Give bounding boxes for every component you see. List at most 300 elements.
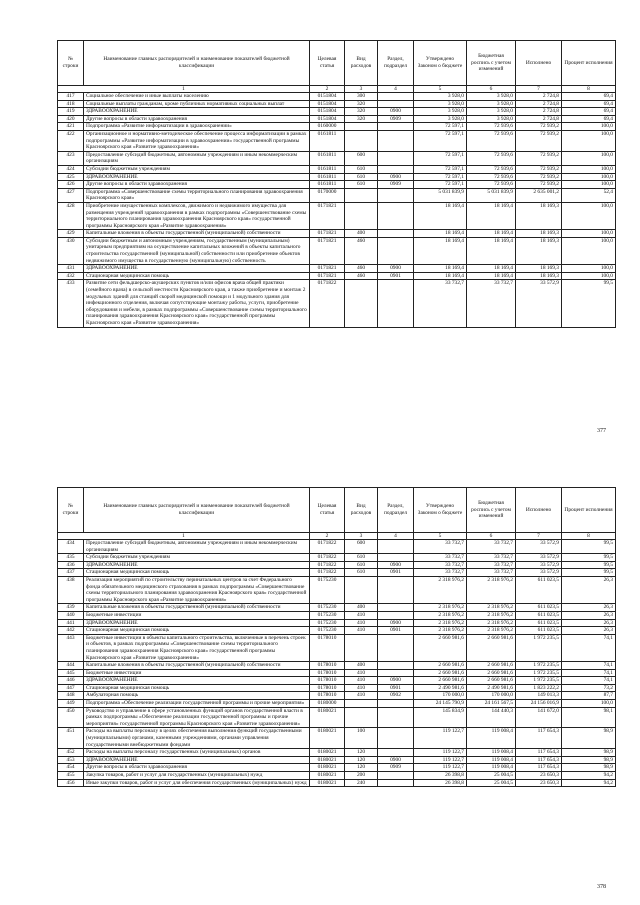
- column-number: 6: [467, 86, 516, 93]
- execution-percent: 87,7: [562, 692, 616, 700]
- approved-amount: 18 169,4: [414, 272, 467, 280]
- expense-type: 410: [345, 677, 378, 685]
- table-row: [58, 749, 616, 757]
- row-number: 441: [58, 619, 84, 627]
- table-row: [58, 692, 616, 700]
- target-article: 0151804: [310, 93, 345, 101]
- target-article: 0180021: [310, 772, 345, 780]
- executed-amount: 1 823 222,2: [516, 684, 562, 692]
- schedule-amount: 33 732,7: [467, 540, 516, 554]
- column-number: 7: [516, 86, 562, 93]
- execution-percent: 69,4: [562, 108, 616, 116]
- row-number: 455: [58, 772, 84, 780]
- row-number: 429: [58, 230, 84, 238]
- executed-amount: 18 169,3: [516, 272, 562, 280]
- execution-percent: 98,1: [562, 707, 616, 728]
- table-row: [58, 540, 616, 554]
- target-article: 0180000: [310, 700, 345, 708]
- expense-type: [345, 707, 378, 728]
- execution-percent: 94,2: [562, 772, 616, 780]
- expense-type: [345, 188, 378, 202]
- schedule-amount: 2 660 981,6: [467, 669, 516, 677]
- expense-type: 410: [345, 619, 378, 627]
- item-name: Стационарная медицинская помощь: [84, 627, 310, 635]
- schedule-amount: 2 660 981,6: [467, 662, 516, 670]
- table-row: [58, 669, 616, 677]
- approved-amount: 2 660 981,6: [414, 669, 467, 677]
- approved-amount: 119 122,7: [414, 764, 467, 772]
- item-name: Субсидии бюджетным учреждениям: [84, 554, 310, 562]
- executed-amount: 117 654,3: [516, 764, 562, 772]
- expense-type: 120: [345, 749, 378, 757]
- execution-percent: 100,0: [562, 181, 616, 189]
- table-row: [58, 237, 616, 264]
- row-number: 436: [58, 561, 84, 569]
- row-number: 431: [58, 265, 84, 273]
- execution-percent: 98,9: [562, 728, 616, 749]
- row-number: 435: [58, 554, 84, 562]
- execution-percent: 69,4: [562, 115, 616, 123]
- row-number: 451: [58, 728, 84, 749]
- section-code: [378, 707, 414, 728]
- item-name: Предоставление субсидий бюджетным, автономным учреждениям и иным некоммерческим организациям: [84, 540, 310, 554]
- expense-type: 610: [345, 181, 378, 189]
- item-name: ЗДРАВООХРАНЕНИЕ: [84, 265, 310, 273]
- execution-percent: 99,5: [562, 280, 616, 327]
- row-number: 426: [58, 181, 84, 189]
- target-article: 0178010: [310, 662, 345, 670]
- target-article: 0175230: [310, 611, 345, 619]
- expense-type: 460: [345, 265, 378, 273]
- header-row: [58, 488, 616, 533]
- expense-type: 410: [345, 627, 378, 635]
- execution-percent: 26,3: [562, 611, 616, 619]
- schedule-amount: 72 939,6: [467, 130, 516, 151]
- schedule-amount: 33 732,7: [467, 280, 516, 327]
- column-number: 8: [562, 86, 616, 93]
- row-number: 445: [58, 669, 84, 677]
- schedule-amount: 72 939,6: [467, 123, 516, 131]
- section-code: 0901: [378, 272, 414, 280]
- header-target-article: Целевая статья: [310, 41, 345, 86]
- approved-amount: 26 398,8: [414, 779, 467, 787]
- item-name: Другие вопросы в области здравоохранения: [84, 115, 310, 123]
- table-row: [58, 100, 616, 108]
- item-name: Реализация мероприятий по строительству перинатальных центров за счет Федерального фонда обязательного медицинского страхования в рамках подпрограммы «Совершенствование схемы территориального планирования здравоохранения Красноярского края» государственной программы Красноярского края «Развитие здравоохранения»: [84, 576, 310, 603]
- approved-amount: 33 732,7: [414, 561, 467, 569]
- section-code: [378, 540, 414, 554]
- column-number: 5: [414, 533, 467, 540]
- expense-type: 610: [345, 561, 378, 569]
- budget-table: [57, 487, 616, 787]
- target-article: 0171822: [310, 540, 345, 554]
- execution-percent: 26,3: [562, 604, 616, 612]
- row-number: 454: [58, 764, 84, 772]
- table-row: [58, 779, 616, 787]
- budget-table: [57, 40, 616, 328]
- item-name: Бюджетные инвестиции: [84, 611, 310, 619]
- item-name: Расходы на выплаты персоналу государственных (муниципальных) органов: [84, 749, 310, 757]
- section-code: [378, 749, 414, 757]
- approved-amount: 18 169,4: [414, 202, 467, 229]
- executed-amount: 18 169,3: [516, 202, 562, 229]
- approved-amount: 2 490 981,6: [414, 684, 467, 692]
- executed-amount: 611 023,5: [516, 576, 562, 603]
- schedule-amount: 2 660 981,6: [467, 634, 516, 661]
- item-name: Бюджетные инвестиции: [84, 669, 310, 677]
- executed-amount: 1 972 235,5: [516, 662, 562, 670]
- execution-percent: 99,5: [562, 540, 616, 554]
- header-row: [58, 41, 616, 86]
- row-number: 417: [58, 93, 84, 101]
- expense-type: 400: [345, 662, 378, 670]
- approved-amount: 18 169,4: [414, 237, 467, 264]
- item-name: ЗДРАВООХРАНЕНИЕ: [84, 677, 310, 685]
- table-row: [58, 627, 616, 635]
- approved-amount: 5 031 839,9: [414, 188, 467, 202]
- expense-type: [345, 130, 378, 151]
- row-number: 442: [58, 627, 84, 635]
- schedule-amount: 3 928,0: [467, 108, 516, 116]
- header-executed: Исполнено: [516, 41, 562, 86]
- column-number: 1: [58, 533, 310, 540]
- item-name: Стационарная медицинская помощь: [84, 569, 310, 577]
- target-article: 0161811: [310, 130, 345, 151]
- expense-type: 200: [345, 772, 378, 780]
- executed-amount: 33 572,9: [516, 540, 562, 554]
- executed-amount: 149 013,3: [516, 692, 562, 700]
- section-code: 0909: [378, 764, 414, 772]
- header-row-number: № строки: [58, 41, 84, 86]
- section-code: [378, 728, 414, 749]
- executed-amount: 2 724,8: [516, 115, 562, 123]
- section-code: 0901: [378, 569, 414, 577]
- header-row-number: № строки: [58, 488, 84, 533]
- approved-amount: 72 597,1: [414, 151, 467, 165]
- schedule-amount: 33 732,7: [467, 569, 516, 577]
- schedule-amount: 33 732,7: [467, 554, 516, 562]
- executed-amount: 72 939,2: [516, 181, 562, 189]
- item-name: Капитальные вложения в объекты государственной (муниципальной) собственности: [84, 604, 310, 612]
- expense-type: 410: [345, 669, 378, 677]
- header-budget-schedule: Бюджетная роспись с учетом изменений: [467, 488, 516, 533]
- column-number: 5: [414, 86, 467, 93]
- section-code: [378, 151, 414, 165]
- executed-amount: 2 724,8: [516, 100, 562, 108]
- approved-amount: 24 145 790,9: [414, 700, 467, 708]
- expense-type: 100: [345, 728, 378, 749]
- target-article: 0170000: [310, 188, 345, 202]
- approved-amount: 3 928,0: [414, 100, 467, 108]
- executed-amount: 2 724,8: [516, 108, 562, 116]
- table-row: [58, 173, 616, 181]
- header-approved: Утверждено Законом о бюджете: [414, 41, 467, 86]
- section-code: [378, 237, 414, 264]
- header-section: Раздел, подраздел: [378, 488, 414, 533]
- row-number: 456: [58, 779, 84, 787]
- column-number: 1: [58, 86, 310, 93]
- approved-amount: 119 122,7: [414, 756, 467, 764]
- execution-percent: 69,4: [562, 93, 616, 101]
- section-code: 0900: [378, 756, 414, 764]
- target-article: 0175230: [310, 619, 345, 627]
- schedule-amount: 2 318 976,2: [467, 604, 516, 612]
- target-article: 0171821: [310, 237, 345, 264]
- row-number: 424: [58, 165, 84, 173]
- approved-amount: 3 928,0: [414, 108, 467, 116]
- item-name: Предоставление субсидий бюджетным, автономным учреждениям и иным некоммерческим организациям: [84, 151, 310, 165]
- table-row: [58, 662, 616, 670]
- section-code: [378, 604, 414, 612]
- table-row: [58, 280, 616, 327]
- page-number: 377: [597, 428, 606, 434]
- execution-percent: 100,0: [562, 700, 616, 708]
- table-row: [58, 756, 616, 764]
- target-article: 0171822: [310, 569, 345, 577]
- section-code: [378, 554, 414, 562]
- row-number: 440: [58, 611, 84, 619]
- target-article: 0175230: [310, 576, 345, 603]
- item-name: Руководство и управление в сфере установленных функций органов государственной власти в рамках подпрограммы «Обеспечение реализации государственной программы и прочие мероприятия» государственной программы Красноярского края «Развитие здравоохранения»: [84, 707, 310, 728]
- executed-amount: 117 654,3: [516, 756, 562, 764]
- target-article: 0161811: [310, 181, 345, 189]
- header-name: Наименование главных распорядителей и наименование показателей бюджетной классификации: [84, 488, 310, 533]
- table-row: [58, 611, 616, 619]
- approved-amount: 3 928,0: [414, 115, 467, 123]
- executed-amount: 117 654,3: [516, 728, 562, 749]
- target-article: 0178010: [310, 684, 345, 692]
- table-row: [58, 700, 616, 708]
- column-number: 6: [467, 533, 516, 540]
- expense-type: 460: [345, 237, 378, 264]
- item-name: Подпрограмма «Совершенствование схемы территориального планирования здравоохранения Красноярского края»: [84, 188, 310, 202]
- expense-type: 610: [345, 173, 378, 181]
- expense-type: [345, 700, 378, 708]
- schedule-amount: 119 008,4: [467, 749, 516, 757]
- table-row: [58, 181, 616, 189]
- item-name: Бюджетные инвестиции в объекты капитального строительства, включенные в перечень строек и объектов, в рамках подпрограммы «Совершенствование схемы территориального планирования здравоохранения Красноярского края» государственной программы Красноярского края «Развитие здравоохранения»: [84, 634, 310, 661]
- executed-amount: 18 169,3: [516, 230, 562, 238]
- schedule-amount: 18 169,4: [467, 230, 516, 238]
- executed-amount: 18 169,3: [516, 265, 562, 273]
- executed-amount: 24 156 016,9: [516, 700, 562, 708]
- row-number: 447: [58, 684, 84, 692]
- header-percent: Процент исполнения: [562, 41, 616, 86]
- column-number: 3: [345, 86, 378, 93]
- table-row: [58, 108, 616, 116]
- page-number: 378: [597, 884, 606, 890]
- row-number: 421: [58, 123, 84, 131]
- execution-percent: 100,0: [562, 272, 616, 280]
- executed-amount: 1 972 235,5: [516, 634, 562, 661]
- table-row: [58, 188, 616, 202]
- item-name: Организационное и нормативно-методическое обеспечение процесса информатизации в рамках подпрограммы «Развитие информатизации в здравоохранении» государственной программы Красноярского края «Развитие здравоохранения»: [84, 130, 310, 151]
- approved-amount: 2 318 976,2: [414, 576, 467, 603]
- table-row: [58, 728, 616, 749]
- approved-amount: 2 660 981,6: [414, 634, 467, 661]
- schedule-amount: 25 004,5: [467, 772, 516, 780]
- executed-amount: 72 939,2: [516, 173, 562, 181]
- schedule-amount: 18 169,4: [467, 202, 516, 229]
- execution-percent: 100,0: [562, 123, 616, 131]
- section-code: [378, 93, 414, 101]
- execution-percent: 100,0: [562, 237, 616, 264]
- item-name: ЗДРАВООХРАНЕНИЕ: [84, 756, 310, 764]
- column-numbers-row: [58, 86, 616, 93]
- section-code: 0900: [378, 561, 414, 569]
- item-name: Капитальные вложения в объекты государственной (муниципальной) собственности: [84, 662, 310, 670]
- table-row: [58, 93, 616, 101]
- execution-percent: 74,1: [562, 677, 616, 685]
- row-number: 432: [58, 272, 84, 280]
- approved-amount: 18 169,4: [414, 265, 467, 273]
- execution-percent: 100,0: [562, 265, 616, 273]
- approved-amount: 26 398,8: [414, 772, 467, 780]
- item-name: Другие вопросы в области здравоохранения: [84, 181, 310, 189]
- executed-amount: 33 572,9: [516, 569, 562, 577]
- expense-type: 600: [345, 540, 378, 554]
- executed-amount: 141 672,0: [516, 707, 562, 728]
- target-article: 0161811: [310, 165, 345, 173]
- executed-amount: 611 023,5: [516, 619, 562, 627]
- section-code: 0909: [378, 115, 414, 123]
- target-article: 0151804: [310, 108, 345, 116]
- table-row: [58, 772, 616, 780]
- execution-percent: 98,9: [562, 756, 616, 764]
- execution-percent: 100,0: [562, 130, 616, 151]
- execution-percent: 26,3: [562, 627, 616, 635]
- document-page-377: [57, 40, 615, 328]
- executed-amount: 23 650,3: [516, 779, 562, 787]
- approved-amount: 72 597,1: [414, 165, 467, 173]
- row-number: 439: [58, 604, 84, 612]
- expense-type: 320: [345, 115, 378, 123]
- schedule-amount: 119 008,4: [467, 764, 516, 772]
- schedule-amount: 2 318 976,2: [467, 619, 516, 627]
- row-number: 443: [58, 634, 84, 661]
- execution-percent: 100,0: [562, 173, 616, 181]
- target-article: 0180021: [310, 779, 345, 787]
- header-target-article: Целевая статья: [310, 488, 345, 533]
- item-name: Расходы на выплаты персоналу в целях обеспечения выполнения функций государственными (муниципальными) органами, казенными учреждениями, органами управления государственными внебюджетными фондами: [84, 728, 310, 749]
- approved-amount: 2 660 981,6: [414, 662, 467, 670]
- executed-amount: 1 972 235,5: [516, 677, 562, 685]
- item-name: Другие вопросы в области здравоохранения: [84, 764, 310, 772]
- approved-amount: 3 928,0: [414, 93, 467, 101]
- executed-amount: 18 169,3: [516, 237, 562, 264]
- expense-type: 320: [345, 100, 378, 108]
- section-code: [378, 634, 414, 661]
- item-name: ЗДРАВООХРАНЕНИЕ: [84, 619, 310, 627]
- target-article: 0178010: [310, 634, 345, 661]
- header-expense-type: Вид расходов: [345, 41, 378, 86]
- table-row: [58, 272, 616, 280]
- item-name: Капитальные вложения в объекты государственной (муниципальной) собственности: [84, 230, 310, 238]
- target-article: 0161811: [310, 151, 345, 165]
- row-number: 433: [58, 280, 84, 327]
- approved-amount: 72 597,1: [414, 181, 467, 189]
- row-number: 420: [58, 115, 84, 123]
- target-article: 0171821: [310, 272, 345, 280]
- expense-type: 610: [345, 569, 378, 577]
- approved-amount: 18 169,4: [414, 230, 467, 238]
- item-name: Закупка товаров, работ и услуг для государственных (муниципальных) нужд: [84, 772, 310, 780]
- section-code: [378, 662, 414, 670]
- schedule-amount: 18 169,4: [467, 272, 516, 280]
- approved-amount: 33 732,7: [414, 280, 467, 327]
- table-row: [58, 764, 616, 772]
- schedule-amount: 2 490 981,6: [467, 684, 516, 692]
- execution-percent: 98,9: [562, 749, 616, 757]
- row-number: 448: [58, 692, 84, 700]
- section-code: [378, 280, 414, 327]
- item-name: Амбулаторная помощь: [84, 692, 310, 700]
- column-number: 7: [516, 533, 562, 540]
- execution-percent: 99,5: [562, 569, 616, 577]
- item-name: Субсидии бюджетным и автономным учреждениям, государственным (муниципальным) унитарным предприятиям на осуществление капитальных вложений в объекты капитального строительства государственной (муниципальной) собственности или приобретение объектов недвижимого имущества в государственную (муниципальную) собственность: [84, 237, 310, 264]
- schedule-amount: 2 318 976,2: [467, 611, 516, 619]
- target-article: 0178010: [310, 669, 345, 677]
- document-page-378: [57, 487, 615, 787]
- schedule-amount: 72 939,6: [467, 151, 516, 165]
- target-article: 0151804: [310, 115, 345, 123]
- section-code: 0901: [378, 684, 414, 692]
- approved-amount: 33 732,7: [414, 554, 467, 562]
- section-code: [378, 123, 414, 131]
- column-number: 3: [345, 533, 378, 540]
- target-article: 0171821: [310, 230, 345, 238]
- row-number: 434: [58, 540, 84, 554]
- target-article: 0161811: [310, 173, 345, 181]
- table-row: [58, 265, 616, 273]
- approved-amount: 119 122,7: [414, 749, 467, 757]
- section-code: [378, 202, 414, 229]
- item-name: ЗДРАВООХРАНЕНИЕ: [84, 173, 310, 181]
- row-number: 430: [58, 237, 84, 264]
- item-name: ЗДРАВООХРАНЕНИЕ: [84, 561, 310, 569]
- section-code: [378, 669, 414, 677]
- target-article: 0178010: [310, 692, 345, 700]
- schedule-amount: 2 660 981,6: [467, 677, 516, 685]
- expense-type: [345, 202, 378, 229]
- schedule-amount: 3 928,0: [467, 100, 516, 108]
- execution-percent: 100,0: [562, 202, 616, 229]
- executed-amount: 72 939,2: [516, 165, 562, 173]
- table-row: [58, 619, 616, 627]
- row-number: 450: [58, 707, 84, 728]
- row-number: 427: [58, 188, 84, 202]
- header-percent: Процент исполнения: [562, 488, 616, 533]
- table-row: [58, 202, 616, 229]
- schedule-amount: 5 031 839,9: [467, 188, 516, 202]
- expense-type: 410: [345, 611, 378, 619]
- approved-amount: 2 318 976,2: [414, 627, 467, 635]
- expense-type: 610: [345, 165, 378, 173]
- section-code: [378, 100, 414, 108]
- expense-type: 460: [345, 272, 378, 280]
- expense-type: 410: [345, 692, 378, 700]
- table-row: [58, 576, 616, 603]
- schedule-amount: 3 928,0: [467, 93, 516, 101]
- execution-percent: 99,5: [562, 554, 616, 562]
- execution-percent: 94,2: [562, 779, 616, 787]
- execution-percent: 99,5: [562, 561, 616, 569]
- column-number: 8: [562, 533, 616, 540]
- execution-percent: 26,3: [562, 576, 616, 603]
- executed-amount: 33 572,9: [516, 280, 562, 327]
- execution-percent: 26,3: [562, 619, 616, 627]
- table-row: [58, 165, 616, 173]
